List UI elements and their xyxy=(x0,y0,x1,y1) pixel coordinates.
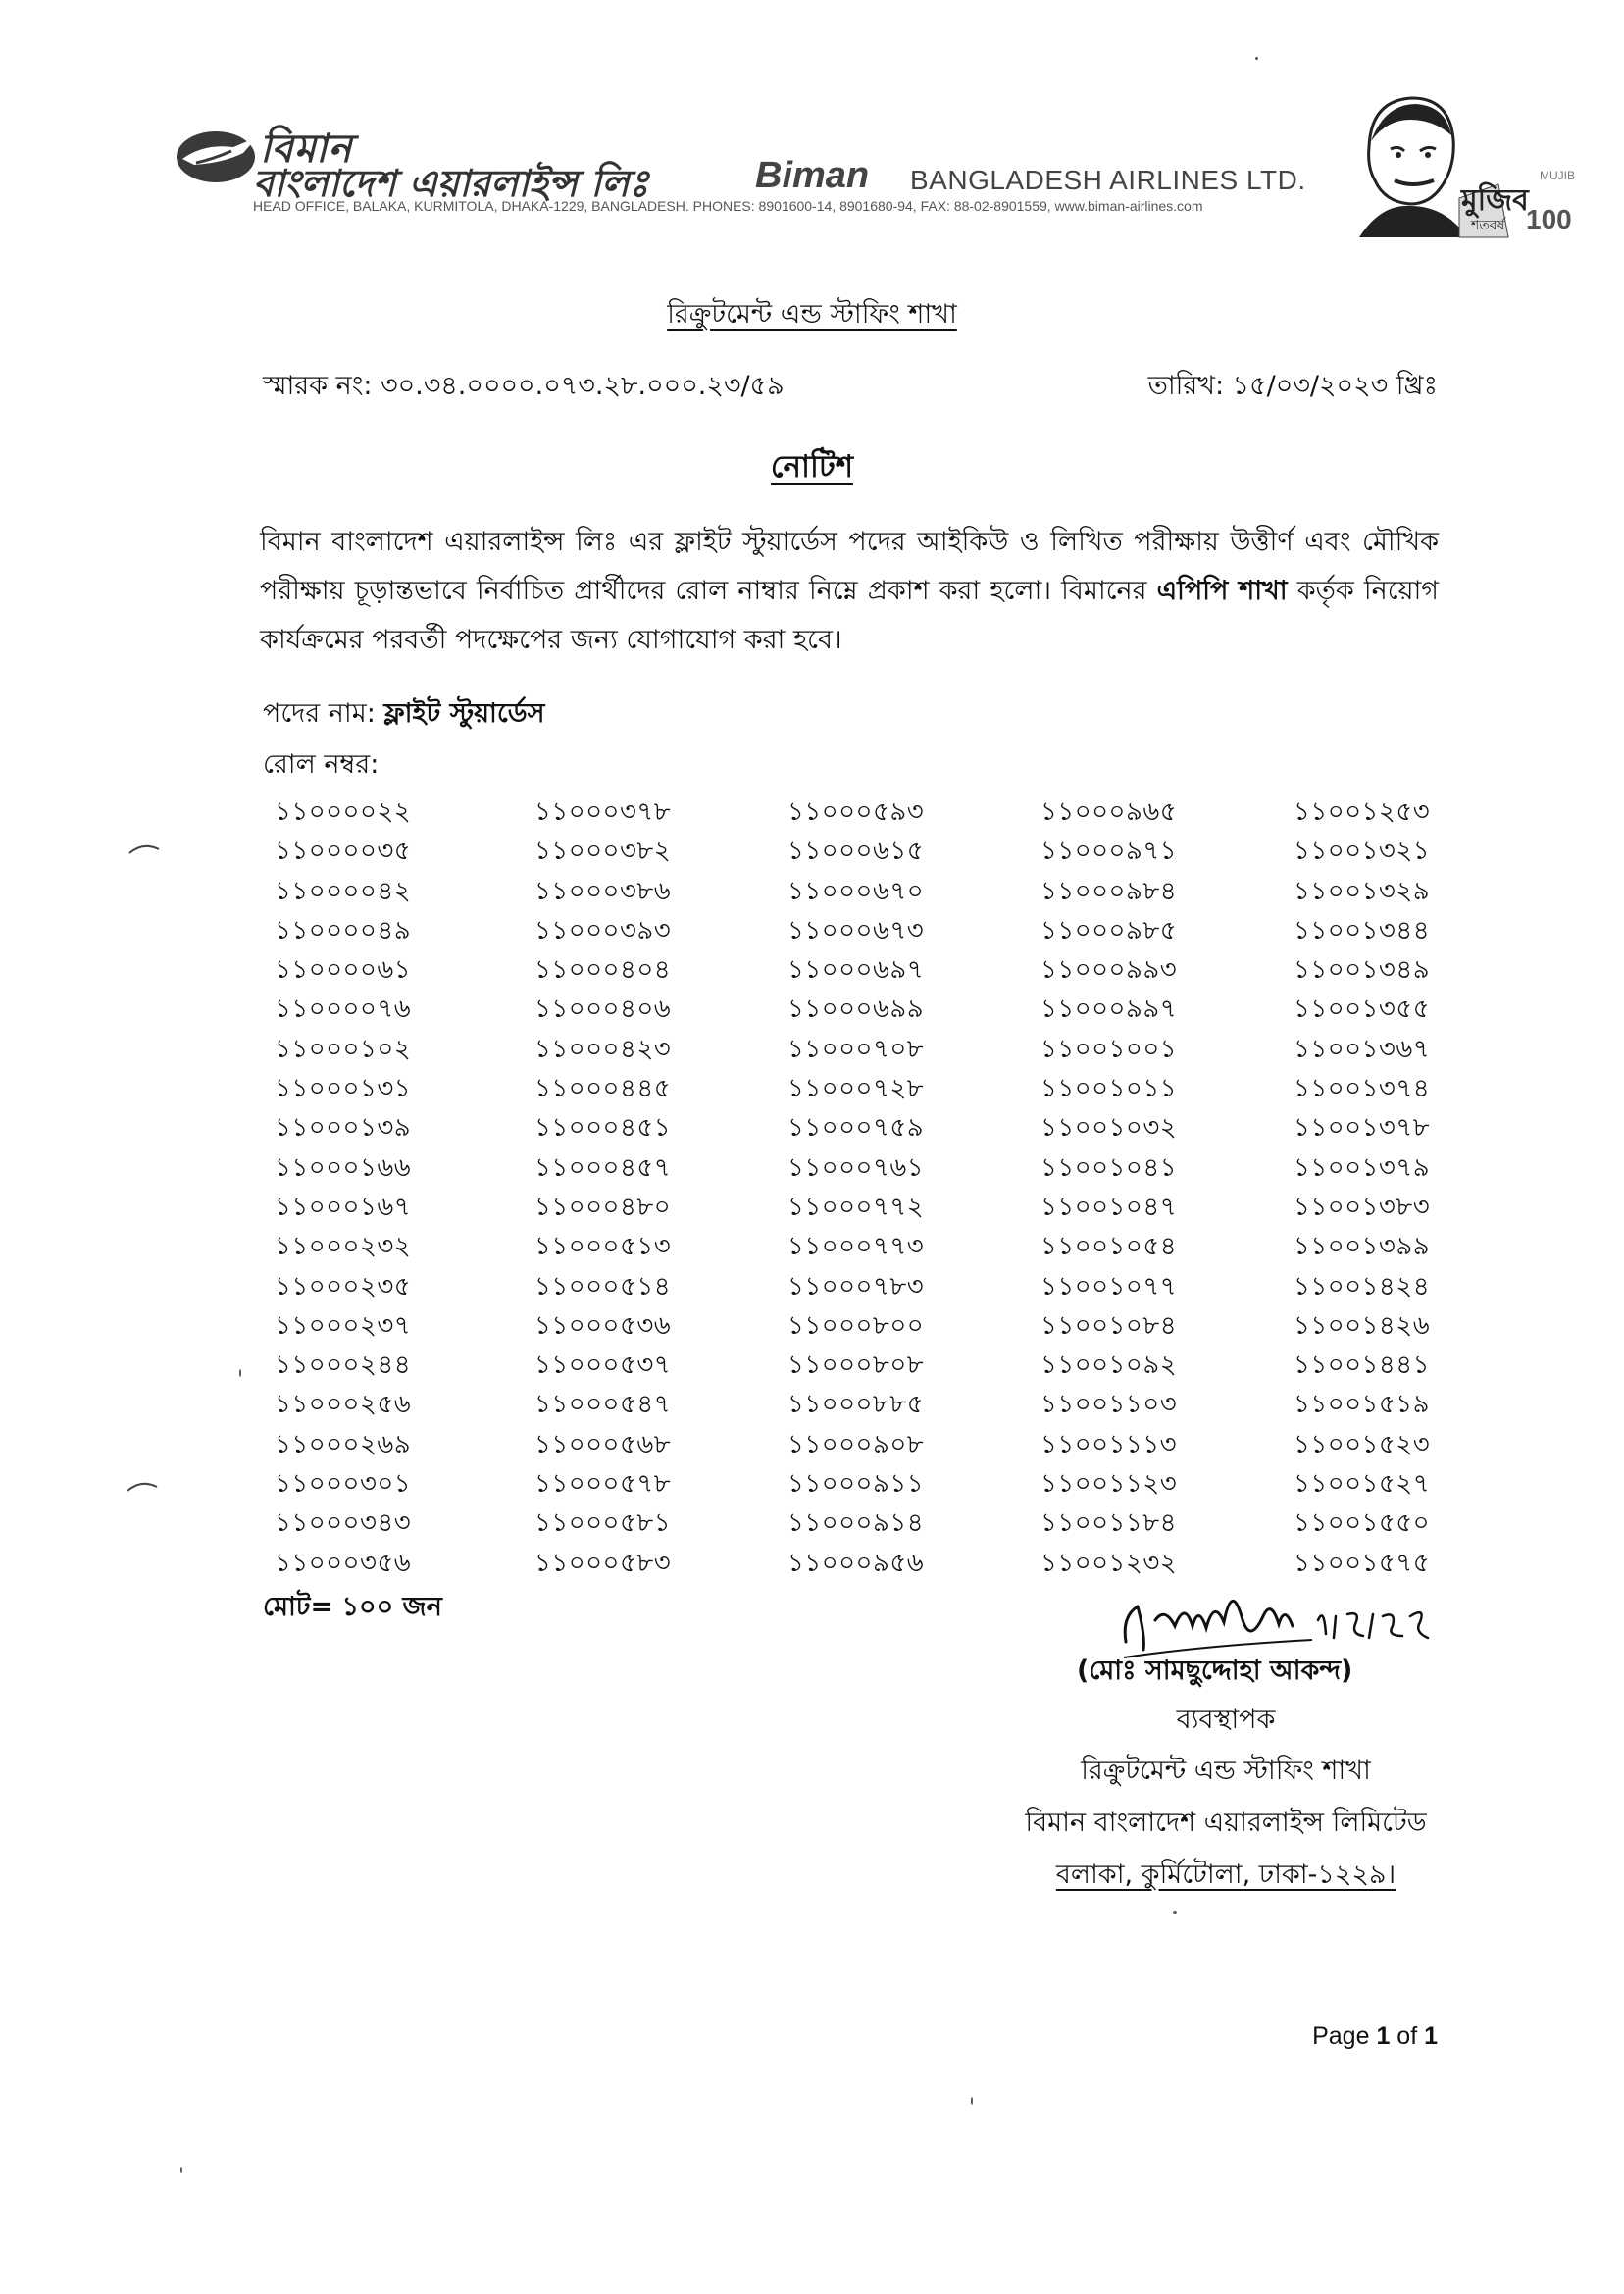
roll-number-cell: ১১০০০৪৫১ xyxy=(534,1113,672,1144)
scan-speck xyxy=(1173,1911,1177,1914)
roll-number-cell: ১১০০০৭২৮ xyxy=(787,1074,925,1104)
table-row xyxy=(263,911,1479,950)
roll-number-cell: ১১০০১৩৯৯ xyxy=(1294,1232,1431,1262)
roll-number-cell: ১১০০১১২৩ xyxy=(1040,1469,1178,1500)
notice-title: নোটিশ xyxy=(770,449,854,484)
letterhead-brand: Biman xyxy=(755,155,870,196)
roll-number-cell: ১১০০০২৩২ xyxy=(275,1232,412,1262)
signatory-department: রিক্রুটমেন্ট এন্ড স্টাফিং শাখা xyxy=(1081,1756,1371,1786)
roll-number-cell: ১১০০০০৬১ xyxy=(275,955,412,986)
roll-number-cell: ১১০০০০৩৫ xyxy=(275,837,412,867)
post-label: পদের নাম: xyxy=(263,698,384,729)
roll-number-table xyxy=(263,792,1479,1583)
roll-number-cell: ১১০০০৫১৪ xyxy=(534,1271,672,1301)
roll-number-cell: ১১০০১৩৬৭ xyxy=(1294,1034,1431,1064)
memo-date: তারিখ: ১৫/০৩/২০২৩ খ্রিঃ xyxy=(1147,371,1438,401)
roll-number-cell: ১১০০০৬৯৭ xyxy=(787,955,925,986)
roll-number-cell: ১১০০০৭৬১ xyxy=(787,1152,925,1183)
roll-number-cell: ১১০০০৪০৬ xyxy=(534,994,672,1025)
roll-number-cell: ১১০০০৯১৪ xyxy=(787,1508,925,1539)
roll-number-cell: ১১০০১০৩২ xyxy=(1040,1113,1178,1144)
table-row xyxy=(263,1030,1479,1069)
signatory-title: ব্যবস্থাপক xyxy=(1176,1705,1276,1735)
roll-number-cell: ১১০০১৩৫৫ xyxy=(1294,994,1431,1025)
table-row xyxy=(263,1385,1479,1424)
signatory-organization: বিমান বাংলাদেশ এয়ারলাইন্স লিমিটেড xyxy=(1025,1808,1427,1838)
roll-number-cell: ১১০০০৭০৮ xyxy=(787,1034,925,1064)
roll-number-cell: ১১০০০৯৫৬ xyxy=(787,1548,925,1578)
roll-number-cell: ১১০০০৯৮৫ xyxy=(1040,915,1178,945)
roll-number-cell: ১১০০১০৫৪ xyxy=(1040,1232,1178,1262)
roll-number-cell: ১১০০০৯৭১ xyxy=(1040,837,1178,867)
roll-number-cell: ১১০০০১০২ xyxy=(275,1034,412,1064)
memo-number: স্মারক নং: ৩০.৩৪.০০০০.০৭৩.২৮.০০০.২৩/৫৯ xyxy=(263,371,785,401)
roll-number-cell: ১১০০১৫১৯ xyxy=(1294,1390,1431,1420)
table-row xyxy=(263,1148,1479,1188)
roll-number-cell: ১১০০১১০৩ xyxy=(1040,1390,1178,1420)
roll-number-cell: ১১০০০০৭৬ xyxy=(275,994,412,1025)
roll-number-cell: ১১০০০৪২৩ xyxy=(534,1034,672,1064)
roll-number-cell: ১১০০০৯১১ xyxy=(787,1469,925,1500)
notice-body-part2: কর্তৃক নিয়োগ কার্যক্রমের পরবর্তী পদক্ষেপের জন্য যোগাযোগ করা হবে। xyxy=(260,576,1439,655)
roll-number-cell: ১১০০১৩২৯ xyxy=(1294,876,1431,906)
roll-number-cell: ১১০০০১৩৯ xyxy=(275,1113,412,1144)
notice-body-bold: এপিপি শাখা xyxy=(1156,576,1288,606)
roll-number-cell: ১১০০১৩৭৯ xyxy=(1294,1152,1431,1183)
scan-speck xyxy=(239,1369,241,1377)
notice-body xyxy=(260,518,1439,665)
roll-number-cell: ১১০০১৫৫০ xyxy=(1294,1508,1431,1539)
roll-number-cell: ১১০০০৪৪৫ xyxy=(534,1074,672,1104)
letterhead-bangla-line2: বাংলাদেশ এয়ারলাইন্স লিঃ xyxy=(253,162,649,205)
roll-number-cell: ১১০০০৯৯৩ xyxy=(1040,955,1178,986)
total-count: মোট= ১০০ জন xyxy=(263,1592,442,1622)
scan-speck xyxy=(971,2097,973,2105)
roll-number-cell: ১১০০০৩৫৬ xyxy=(275,1548,412,1578)
roll-number-cell: ১১০০০৯০৮ xyxy=(787,1429,925,1459)
roll-number-cell: ১১০০০৫৬৮ xyxy=(534,1429,672,1459)
biman-stork-logo-icon xyxy=(175,124,263,186)
roll-number-cell: ১১০০১৫২৩ xyxy=(1294,1429,1431,1459)
roll-number-cell: ১১০০০৭৫৯ xyxy=(787,1113,925,1144)
roll-number-cell: ১১০০১০৪৭ xyxy=(1040,1192,1178,1222)
roll-number-cell: ১১০০১০১১ xyxy=(1040,1074,1178,1104)
roll-number-cell: ১১০০১১১৩ xyxy=(1040,1429,1178,1459)
table-row xyxy=(263,950,1479,990)
section-heading: রিক্রুটমেন্ট এন্ড স্টাফিং শাখা xyxy=(667,299,957,330)
table-row xyxy=(263,990,1479,1029)
roll-number-cell: ১১০০০২৫৬ xyxy=(275,1390,412,1420)
roll-number-cell: ১১০০১০৯২ xyxy=(1040,1351,1178,1381)
roll-number-cell: ১১০০০৪৫৭ xyxy=(534,1152,672,1183)
table-row xyxy=(263,1464,1479,1504)
roll-label: রোল নম্বর: xyxy=(263,749,380,780)
roll-number-cell: ১১০০১৩৮৩ xyxy=(1294,1192,1431,1222)
letterhead-address: HEAD OFFICE, BALAKA, KURMITOLA, DHAKA-1229, BANGLADESH. PHONES: 8901600-14, 8901680-94, FAX: 88-02-8901559, www.biman-airlines.com xyxy=(253,198,1203,214)
letterhead-bangla-line1: বিমান xyxy=(260,127,353,172)
letterhead-english-name: BANGLADESH AIRLINES LTD. xyxy=(910,165,1306,195)
roll-number-cell: ১১০০০৭৭৩ xyxy=(787,1232,925,1262)
roll-number-cell: ১১০০০৩৯৩ xyxy=(534,915,672,945)
roll-number-cell: ১১০০১০৮৪ xyxy=(1040,1310,1178,1341)
roll-number-cell: ১১০০০৮৮৫ xyxy=(787,1390,925,1420)
roll-number-cell: ১১০০১৩৭৮ xyxy=(1294,1113,1431,1144)
roll-number-cell: ১১০০০৫৪৭ xyxy=(534,1390,672,1420)
table-row xyxy=(263,1188,1479,1227)
roll-number-cell: ১১০০০৮০৮ xyxy=(787,1351,925,1381)
roll-number-cell: ১১০০০৭৮৩ xyxy=(787,1271,925,1301)
roll-number-cell: ১১০০০১৩১ xyxy=(275,1074,412,1104)
roll-number-cell: ১১০০১২৩২ xyxy=(1040,1548,1178,1578)
roll-number-cell: ১১০০১৩৪৯ xyxy=(1294,955,1431,986)
table-row xyxy=(263,1504,1479,1543)
roll-number-cell: ১১০০১৩২১ xyxy=(1294,837,1431,867)
table-row xyxy=(263,1069,1479,1108)
table-row xyxy=(263,1346,1479,1385)
page-total: 1 xyxy=(1424,2022,1438,2050)
roll-number-cell: ১১০০০৪০৪ xyxy=(534,955,672,986)
roll-number-cell: ১১০০১৫২৭ xyxy=(1294,1469,1431,1500)
roll-number-cell: ১১০০১৪২৬ xyxy=(1294,1310,1431,1341)
roll-number-cell: ১১০০০৩৮২ xyxy=(534,837,672,867)
roll-number-cell: ১১০০০২৩৫ xyxy=(275,1271,412,1301)
roll-number-cell: ১১০০০২৪৪ xyxy=(275,1351,412,1381)
roll-number-cell: ১১০০০৫৭৮ xyxy=(534,1469,672,1500)
signatory-address: বলাকা, কুর্মিটোলা, ঢাকা-১২২৯। xyxy=(1055,1860,1396,1890)
roll-number-cell: ১১০০০৬৭৩ xyxy=(787,915,925,945)
table-row xyxy=(263,1108,1479,1147)
roll-number-cell: ১১০০০৫৩৭ xyxy=(534,1351,672,1381)
roll-number-cell: ১১০০০২৩৭ xyxy=(275,1310,412,1341)
scan-speck xyxy=(180,2167,182,2173)
post-name: ফ্লাইট স্টুয়ার্ডেস xyxy=(383,698,545,729)
roll-number-cell: ১১০০০৭৭২ xyxy=(787,1192,925,1222)
roll-number-cell: ১১০০১০৪১ xyxy=(1040,1152,1178,1183)
roll-number-cell: ১১০০১৩৪৪ xyxy=(1294,915,1431,945)
table-row xyxy=(263,1267,1479,1306)
roll-number-cell: ১১০০০৫১৩ xyxy=(534,1232,672,1262)
roll-number-cell: ১১০০১৪২৪ xyxy=(1294,1271,1431,1301)
roll-number-cell: ১১০০০৫৮৩ xyxy=(534,1548,672,1578)
emblem-mujib-bangla: মুজিব xyxy=(1461,183,1529,218)
roll-number-cell: ১১০০১৫৭৫ xyxy=(1294,1548,1431,1578)
roll-number-cell: ১১০০০১৬৬ xyxy=(275,1152,412,1183)
table-row xyxy=(263,872,1479,911)
table-row xyxy=(263,1227,1479,1266)
roll-number-cell: ১১০০০৬১৫ xyxy=(787,837,925,867)
emblem-number: 100 xyxy=(1526,204,1572,234)
roll-number-cell: ১১০০০৬৯৯ xyxy=(787,994,925,1025)
page-current: 1 xyxy=(1376,2022,1391,2050)
roll-number-cell: ১১০০১২৫৩ xyxy=(1294,797,1431,827)
table-row xyxy=(263,1425,1479,1464)
roll-number-cell: ১১০০০৯৯৭ xyxy=(1040,994,1178,1025)
emblem-shatabarsha: শতবর্ষ xyxy=(1471,218,1505,233)
roll-number-cell: ১১০০০৩৮৬ xyxy=(534,876,672,906)
notice-body-part1: বিমান বাংলাদেশ এয়ারলাইন্স লিঃ এর ফ্লাইট স্টুয়ার্ডেস পদের আইকিউ ও লিখিত পরীক্ষায় উত্তীর্ণ এবং মৌখিক পরীক্ষায় চূড়ান্তভাবে নির্বাচিত প্রার্থীদের রোল নাম্বার নিম্নে প্রকাশ করা হলো। বিমানের xyxy=(260,527,1439,606)
roll-number-cell: ১১০০১৪৪১ xyxy=(1294,1351,1431,1381)
roll-number-cell: ১১০০০৩০১ xyxy=(275,1469,412,1500)
roll-number-cell: ১১০০০৩৭৮ xyxy=(534,797,672,827)
table-row xyxy=(263,792,1479,832)
post-line xyxy=(263,698,544,730)
page-number xyxy=(1312,2022,1438,2051)
roll-number-cell: ১১০০০৯৮৪ xyxy=(1040,876,1178,906)
roll-number-cell: ১১০০০৪৮০ xyxy=(534,1192,672,1222)
emblem-mujib-english: MUJIB xyxy=(1540,169,1575,182)
scan-speck xyxy=(1255,57,1258,60)
roll-number-cell: ১১০০০৮০০ xyxy=(787,1310,925,1341)
roll-number-cell: ১১০০০৩৪৩ xyxy=(275,1508,412,1539)
roll-number-cell: ১১০০০৫৩৬ xyxy=(534,1310,672,1341)
roll-number-cell: ১১০০১৩৭৪ xyxy=(1294,1074,1431,1104)
roll-number-cell: ১১০০০৬৭০ xyxy=(787,876,925,906)
roll-number-cell: ১১০০০৫৮১ xyxy=(534,1508,672,1539)
roll-number-cell: ১১০০০১৬৭ xyxy=(275,1192,412,1222)
punch-hole-mark xyxy=(124,1477,163,1497)
handwritten-signature xyxy=(1116,1577,1508,1665)
roll-number-cell: ১১০০০৫৯৩ xyxy=(787,797,925,827)
roll-number-cell: ১১০০০২৬৯ xyxy=(275,1429,412,1459)
roll-number-cell: ১১০০১১৮৪ xyxy=(1040,1508,1178,1539)
page-word: Page xyxy=(1312,2022,1377,2050)
roll-number-cell: ১১০০০০৪৯ xyxy=(275,915,412,945)
roll-number-cell: ১১০০০০৪২ xyxy=(275,876,412,906)
roll-number-cell: ১১০০০৯৬৫ xyxy=(1040,797,1178,827)
page-of: of xyxy=(1390,2022,1425,2050)
punch-hole-mark xyxy=(126,840,165,859)
signatory-name: (মোঃ সামছুদ্দোহা আকন্দ) xyxy=(1077,1656,1353,1686)
table-row xyxy=(263,1306,1479,1346)
roll-number-cell: ১১০০১০৭৭ xyxy=(1040,1271,1178,1301)
table-row xyxy=(263,832,1479,871)
roll-number-cell: ১১০০১০০১ xyxy=(1040,1034,1178,1064)
roll-number-cell: ১১০০০০২২ xyxy=(275,797,412,827)
